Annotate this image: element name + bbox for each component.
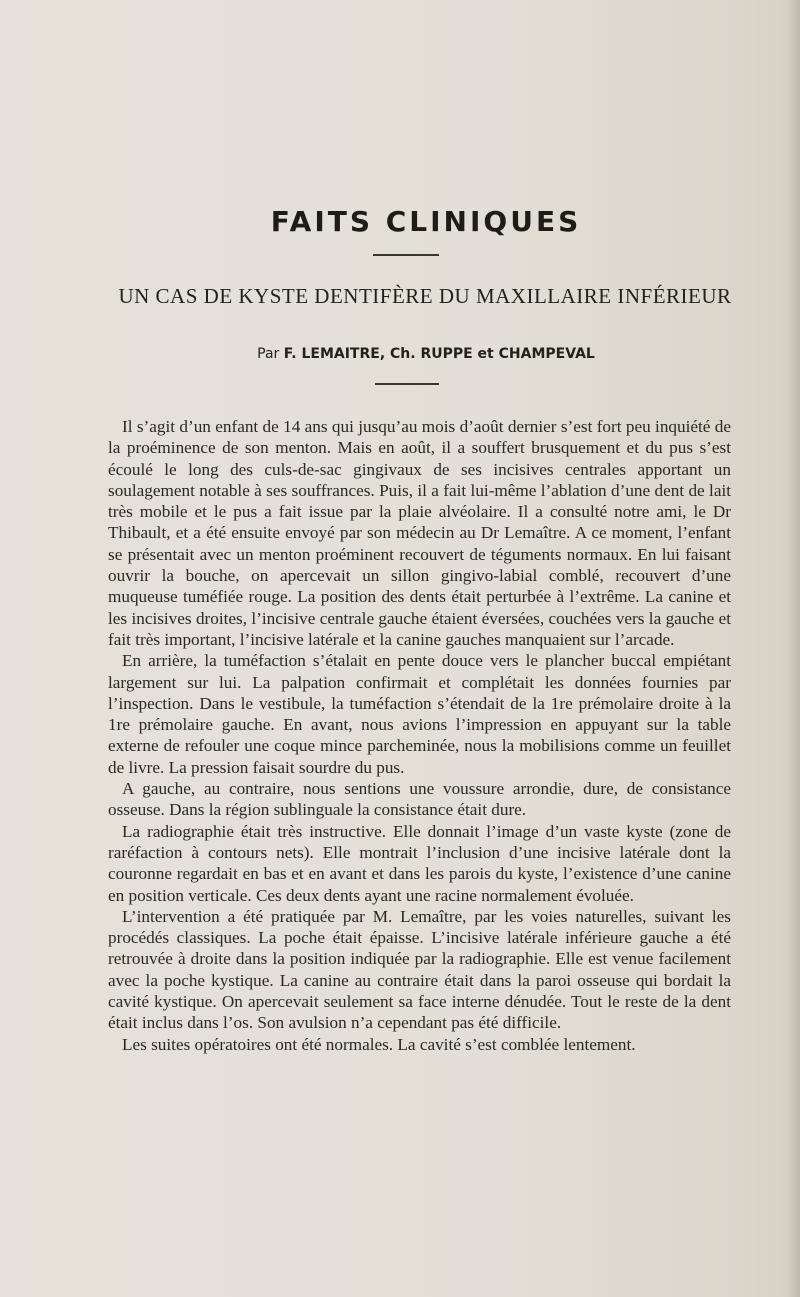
section-divider <box>373 254 439 256</box>
paragraph: La radiographie était très instructive. Elle donnait l’image d’un vaste kyste (zone de raréfaction à contours nets). Elle montrait l’inclusion d’une incisive latérale dont la couronne regardait en bas et en avant et dans les parois du kyste, l’existence d’une canine en position verticale. Ces deux dents ayant une racine normalement évoluée. <box>108 821 731 905</box>
article-body <box>108 416 731 1055</box>
authors-names: F. LEMAITRE, Ch. RUPPE et CHAMPEVAL <box>283 346 595 362</box>
paragraph: A gauche, au contraire, nous sentions une voussure arrondie, dure, de consistance osseuse. Dans la région sublinguale la consistance était dure. <box>108 779 731 820</box>
paragraph: Il s’agit d’un enfant de 14 ans qui jusqu’au mois d’août dernier s’est fort peu inquiété de la proéminence de son menton. Mais en août, il a souffert brusquement et du pus s’est écoulé le long des culs-de-sac gingivaux de ses incisives centrales apportant un soulagement notable à ses souffrances. Puis, il a fait lui-même l’ablation d’une dent de lait très mobile et le pus a fait issue par la plaie alvéolaire. Il a consulté notre ami, le Dr Thibault, et a été ensuite envoyé par son médecin au Dr Lemaître. A ce moment, l’enfant se présentait avec un menton proéminent recouvert de téguments normaux. En lui faisant ouvrir la bouche, on apercevait un sillon gingivo-labial comblé, recouvert d’une muqueuse tuméfiée rouge. La position des dents était perturbée à l’extrême. La canine et les incisives droites, l’incisive centrale gauche étaient éversées, couchées vers la gauche et fait très important, l’incisive latérale et la canine gauches manquaient sur l’arcade. <box>108 417 731 649</box>
authors-prefix: Par <box>257 346 280 362</box>
paragraph: En arrière, la tuméfaction s’étalait en pente douce vers le plancher buccal empiétant largement sur lui. La palpation confirmait et complétait les données fournies par l’inspection. Dans le vestibule, la tuméfaction s’étendait de la 1re prémolaire droite à la 1re prémolaire gauche. En avant, nous avions l’impression en appuyant sur la table externe de refouler une coque mince parcheminée, nous la mobilisions comme un feuillet de livre. La pression faisait sourdre du pus. <box>108 651 731 777</box>
page-edge-shadow <box>786 0 800 1297</box>
article-authors <box>0 346 800 362</box>
paragraph: L’intervention a été pratiquée par M. Lemaître, par les voies naturelles, suivant les procédés classiques. La poche était épaisse. L’incisive latérale inférieure gauche a été retrouvée à droite dans la position indiquée par la radiographie. Elle est venue facilement avec la poche kystique. La canine au contraire était dans la paroi osseuse qui bordait la cavité kystique. On apercevait seulement sa face interne dénudée. Tout le reste de la dent était inclus dans l’os. Son avulsion n’a cependant pas été difficile. <box>108 906 731 1033</box>
article-title: UN CAS DE KYSTE DENTIFÈRE DU MAXILLAIRE INFÉRIEUR <box>118 284 732 308</box>
title-divider <box>375 383 439 385</box>
section-title: FAITS CLINIQUES <box>270 205 582 238</box>
paragraph: Les suites opératoires ont été normales. La cavité s’est comblée lentement. <box>122 1034 636 1054</box>
